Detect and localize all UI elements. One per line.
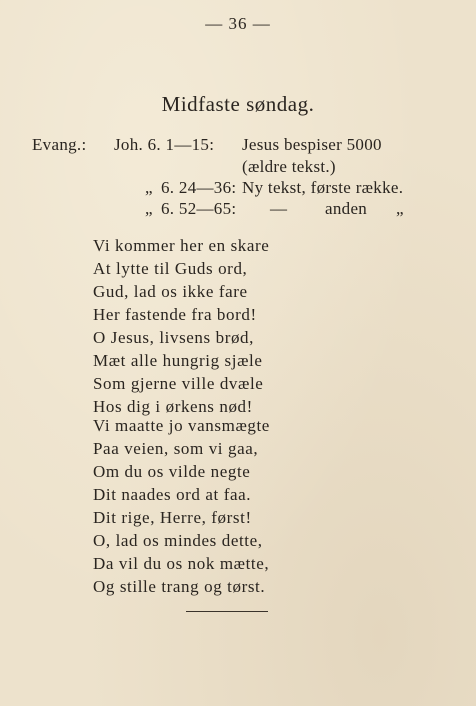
verse-line: Mæt alle hungrig sjæle (93, 351, 263, 370)
verse-line: O Jesus, livsens brød, (93, 328, 255, 347)
verse-line: Vi kommer her en skare (93, 236, 270, 255)
readings-label: Evang.: (32, 135, 87, 154)
verse-line: Dit naades ord at faa. (93, 485, 252, 504)
verse-line: Dit rige, Herre, først! (93, 508, 252, 527)
reading-text-2: Ny tekst, første række. (242, 178, 404, 197)
ditto-mark-3: „ (396, 199, 404, 218)
ditto-mark-1: „ (145, 178, 153, 197)
verse-line: Da vil du os nok mætte, (93, 554, 270, 573)
hymn-verse-2 (93, 414, 270, 598)
verse-line: Her fastende fra bord! (93, 305, 257, 324)
reading-text-1: Jesus bespiser 5000 (242, 135, 382, 154)
hymn-verse-1 (93, 234, 269, 418)
verse-line: Hos dig i ørkens nød! (93, 397, 253, 416)
verse-line: Om du os vilde negte (93, 462, 251, 481)
page-title: Midfaste søndag. (161, 92, 315, 116)
ditto-mark-2: „ (145, 199, 153, 218)
section-divider (186, 611, 268, 612)
reading-continuation: (ældre tekst.) (242, 157, 336, 176)
page-number: — 36 — (205, 14, 271, 33)
reading-text-3: anden (325, 199, 368, 218)
reading-ref-2: 6. 24—36: (161, 178, 237, 197)
verse-line: O, lad os mindes dette, (93, 531, 263, 550)
reading-dash: — (270, 199, 288, 218)
verse-line: Gud, lad os ikke fare (93, 282, 248, 301)
reading-ref-1: Joh. 6. 1—15: (114, 135, 215, 154)
reading-ref-3: 6. 52—65: (161, 199, 237, 218)
verse-line: Vi maatte jo vansmægte (93, 416, 270, 435)
verse-line: At lytte til Guds ord, (93, 259, 248, 278)
verse-line: Paa veien, som vi gaa, (93, 439, 259, 458)
verse-line: Som gjerne ville dvæle (93, 374, 264, 393)
verse-line: Og stille trang og tørst. (93, 577, 266, 596)
